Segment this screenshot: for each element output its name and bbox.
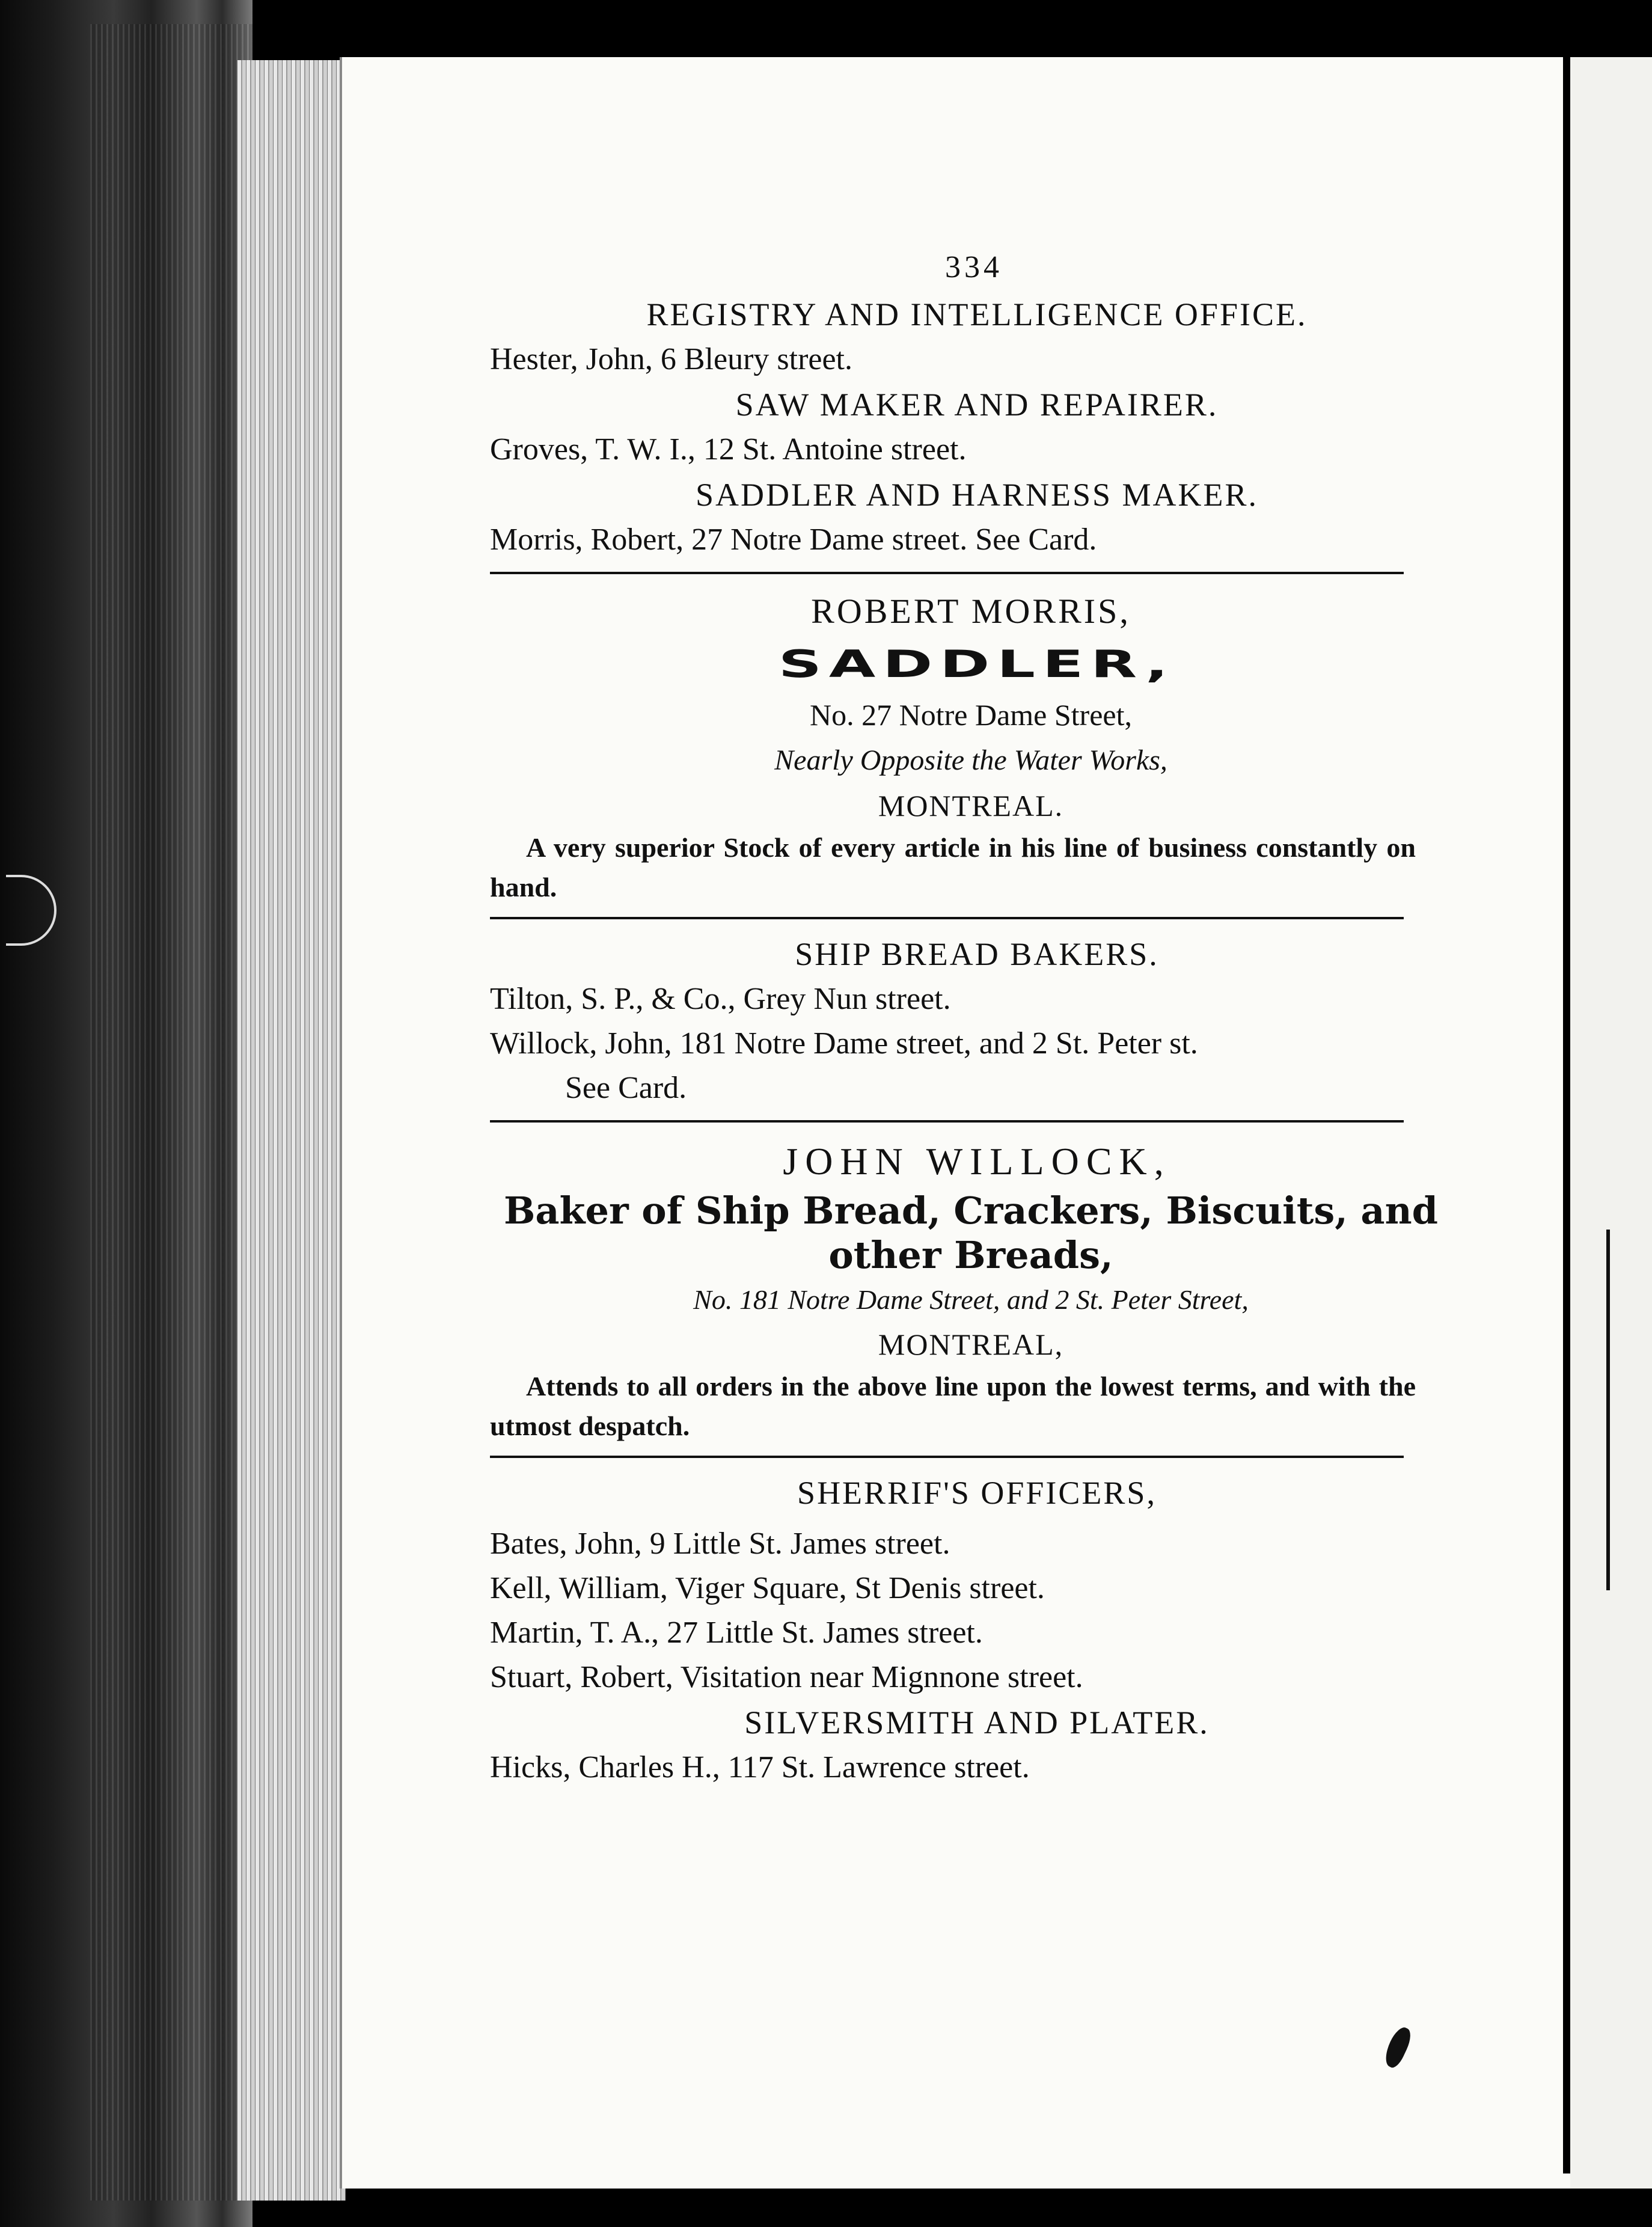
saddler-heading: SADDLER AND HARNESS MAKER.: [695, 477, 1259, 513]
directory-entry: See Card.: [565, 1071, 687, 1105]
directory-entry: Hicks, Charles H., 117 St. Lawrence street.: [490, 1750, 1030, 1784]
directory-entry: Kell, William, Viger Square, St Denis street.: [490, 1571, 1045, 1605]
ship-bread-heading: SHIP BREAD BAKERS.: [795, 936, 1159, 972]
directory-entry: Tilton, S. P., & Co., Grey Nun street.: [490, 982, 951, 1016]
registry-heading: REGISTRY AND INTELLIGENCE OFFICE.: [646, 296, 1308, 332]
saw-maker-heading: SAW MAKER AND REPAIRER.: [735, 387, 1219, 423]
directory-entry: Groves, T. W. I., 12 St. Antoine street.: [490, 432, 967, 467]
divider-rule: [490, 1456, 1404, 1458]
advertiser-address: No. 181 Notre Dame Street, and 2 St. Peter Street,: [693, 1284, 1249, 1315]
advertiser-name: ROBERT MORRIS,: [811, 592, 1131, 631]
advertiser-address: No. 27 Notre Dame Street,: [810, 698, 1132, 732]
advertiser-city: MONTREAL.: [878, 789, 1064, 822]
directory-entry: Stuart, Robert, Visitation near Mignnone street.: [490, 1660, 1083, 1694]
advertiser-trade: SADDLER,: [778, 642, 1176, 686]
willock-advertisement: [490, 1135, 1439, 1446]
advertiser-city: MONTREAL,: [878, 1328, 1064, 1361]
morris-advertisement: [490, 586, 1428, 907]
advertiser-trade: Baker of Ship Bread, Crackers, Biscuits, and other Breads,: [503, 1189, 1439, 1277]
facing-page-edge: [1570, 57, 1652, 2189]
silversmith-heading: SILVERSMITH AND PLATER.: [744, 1705, 1210, 1741]
advertisement-body: Attends to all orders in the above line upon the lowest terms, and with the utmost despatch.: [490, 1371, 1416, 1441]
directory-entry: Hester, John, 6 Bleury street.: [490, 342, 853, 376]
spine-texture: [90, 24, 252, 2201]
directory-entry: Willock, John, 181 Notre Dame street, and 2 St. Peter st.: [490, 1026, 1198, 1061]
advertisement-body: A very superior Stock of every article in his line of business constantly on hand.: [490, 832, 1416, 902]
directory-entry: Martin, T. A., 27 Little St. James street.: [490, 1616, 983, 1650]
page-edges: [237, 60, 346, 2201]
divider-rule: [490, 1120, 1404, 1123]
advertiser-location: Nearly Opposite the Water Works,: [774, 744, 1167, 776]
divider-rule: [490, 572, 1404, 574]
directory-content: [490, 244, 1439, 1790]
sheriff-heading: SHERRIF'S OFFICERS,: [797, 1475, 1157, 1511]
right-gutter: [1563, 51, 1570, 2173]
page-number: 334: [945, 250, 1003, 284]
facing-page-mark: [1606, 1230, 1610, 1590]
divider-rule: [490, 917, 1404, 919]
advertiser-name: JOHN WILLOCK,: [783, 1140, 1171, 1183]
directory-entry: Bates, John, 9 Little St. James street.: [490, 1527, 950, 1561]
directory-entry: Morris, Robert, 27 Notre Dame street. See Card.: [490, 522, 1097, 557]
